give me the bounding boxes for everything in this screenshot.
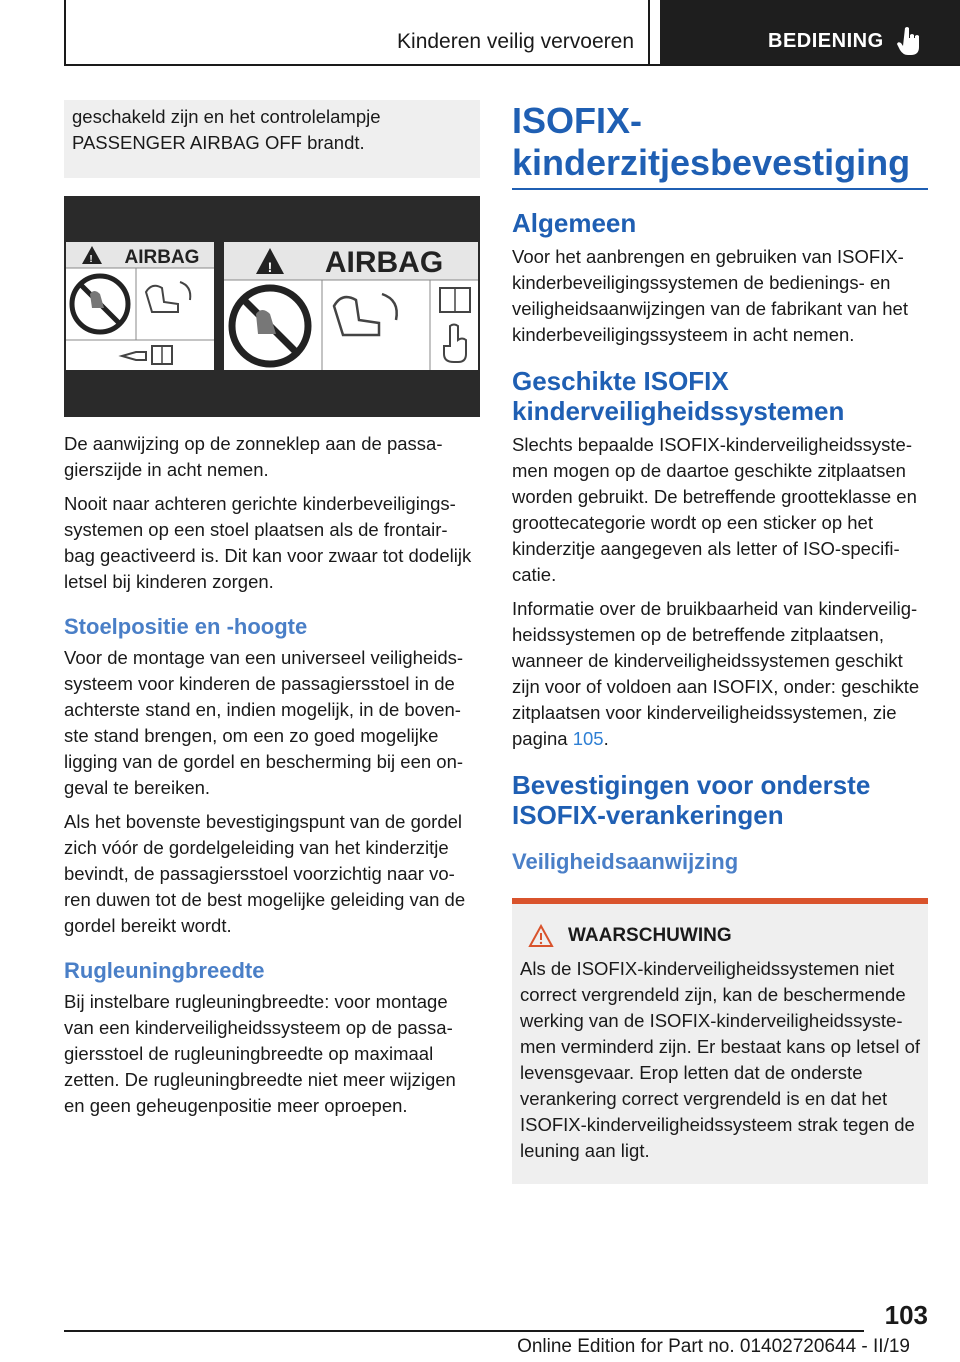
heading-suitable-systems: Geschikte ISOFIX kinderveiligheidssystemen	[512, 366, 845, 426]
heading-seat-position: Stoelpositie en -hoogte	[64, 614, 308, 639]
sunvisor-note: De aanwijzing op de zonneklep aan de passa‐ gierszijde in acht nemen.	[64, 433, 443, 480]
page-title: ISOFIX-kinderzitjesbevestiging	[512, 100, 928, 190]
warning-triangle-icon	[528, 924, 554, 948]
suitable-systems-text-1: Slechts bepaalde ISOFIX-kinderveiligheidssyste‐ men mogen op de daartoe geschikte zitplaatsen worden gebruikt. De betreffende grootteklasse en groottecategorie wordt op een sticker op het kinderzitje aangegeven als letter of ISO-specifi‐ catie.	[512, 434, 917, 585]
warning-text: Als de ISOFIX-kinderveiligheidssystemen niet correct vergrendeld zijn, kan de beschermende werking van de ISOFIX-kinderveiligheidssyste‐ men verminderd zijn. Er bestaat kans op letsel of levensgevaar. Erop letten dat de onderste verankering correct vergrendeld is en dat het ISOFIX-kinderveiligheidssysteem strak tegen de leuning aan ligt.	[520, 958, 920, 1161]
warning-box	[512, 898, 928, 1184]
warning-title: WAARSCHUWING	[568, 925, 732, 946]
continued-note: geschakeld zijn en het controlelampje PASSENGER AIRBAG OFF brandt.	[72, 106, 381, 153]
header-section-tab	[64, 0, 650, 66]
continued-note-box	[64, 100, 480, 178]
right-column	[512, 100, 928, 1184]
chapter-title: BEDIENING	[768, 30, 884, 52]
header-chapter-tab	[660, 0, 960, 66]
suitable-systems-text-2-end: .	[603, 728, 609, 749]
seat-position-text-1: Voor de montage van een universeel veiligheids‐ systeem voor kinderen de passagiersstoel in de achterste stand en, indien mogelijk, in de boven‐ ste stand brengen, om een zo goed mogelijke ligging van de gordel en bescherming bij een on‐ geval te bereiken.	[64, 647, 464, 798]
page-link-105[interactable]: 105	[572, 728, 604, 749]
small-airbag-label: AIRBAG	[124, 247, 200, 268]
svg-text:!: !	[267, 259, 273, 275]
large-airbag-label: AIRBAG	[324, 246, 444, 279]
footer-rule	[64, 1330, 864, 1332]
rearward-seat-warning: Nooit naar achteren gerichte kinderbeveiligings‐ systemen op een stoel plaatsen als de frontair‐ bag geactiveerd is. Dit kan voor zwaar tot dodelijk letsel bij kinderen zorgen.	[64, 493, 472, 592]
section-title: Kinderen veilig vervoeren	[397, 30, 634, 53]
backrest-width-text: Bij instelbare rugleuningbreedte: voor montage van een kinderveiligheidssysteem op de passa‐ giersstoel de rugleuningbreedte op maximaal zetten. De rugleuningbreedte niet meer wijzigen en geen geheugenpositie meer oproepen.	[64, 991, 456, 1116]
footer-edition: Online Edition for Part no. 01402720644 - II/19	[517, 1336, 910, 1357]
seat-position-text-2: Als het bovenste bevestigingspunt van de gordel zich vóór de gordelgeleiding van het kinderzitje bevindt, de passagiersstoel voorzichtig naar vo‐ ren duwen tot de best mogelijke geleiding van de gordel bereikt wordt.	[64, 811, 466, 936]
page-number: 103	[884, 1300, 928, 1330]
heading-lower-anchorages: Bevestigingen voor onderste ISOFIX-verankeringen	[512, 770, 871, 830]
heading-backrest-width: Rugleuningbreedte	[64, 958, 265, 983]
airbag-warning-figure	[64, 196, 480, 417]
svg-text:!: !	[89, 254, 93, 265]
pointing-hand-icon	[896, 26, 922, 56]
warning-title-row	[528, 924, 920, 948]
heading-safety-note: Veiligheidsaanwijzing	[512, 849, 739, 874]
heading-general: Algemeen	[512, 208, 637, 238]
header-rule	[64, 64, 960, 66]
suitable-systems-text-2	[512, 596, 928, 752]
left-column	[64, 100, 480, 1119]
suitable-systems-text-2-main: Informatie over de bruikbaarheid van kinderveilig‐ heidssystemen op de betreffende zitplaatsen, wanneer de kinderveiligheidssystemen geschikt zijn voor of voldoen aan ISOFIX, onder: geschikte zitplaatsen voor kinderveiligheidssystemen, zie pagina	[512, 598, 920, 749]
general-text: Voor het aanbrengen en gebruiken van ISOFIX- kinderbeveiligingssystemen de bedienings- en veiligheidsaanwijzingen van de fabrikant van het kinderbeveiligingssysteem in acht nemen.	[512, 246, 908, 345]
